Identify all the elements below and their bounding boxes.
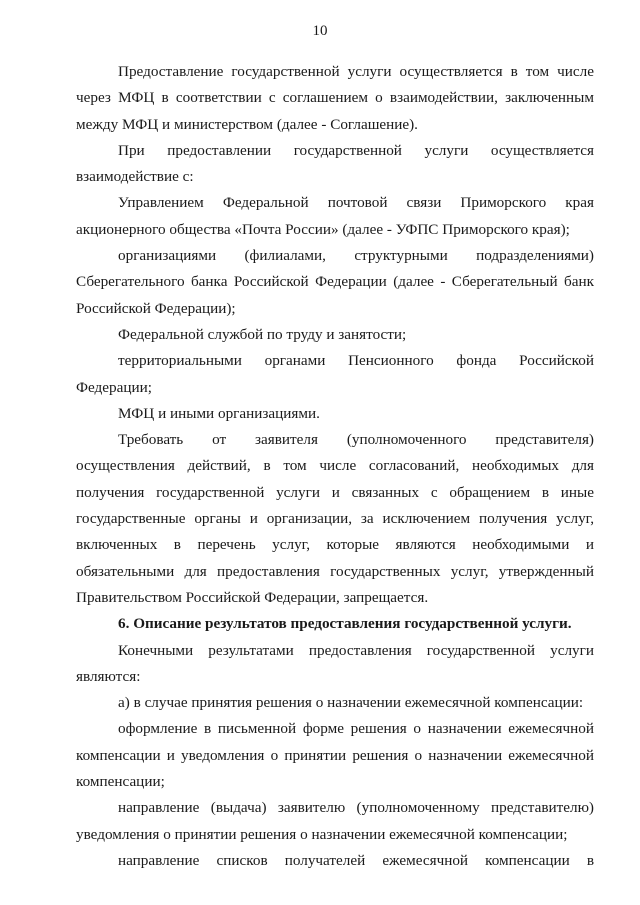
page-number: 10	[312, 23, 328, 39]
paragraph-interaction-intro: При предоставлении государственной услуги осуществляется взаимодействие с:	[76, 141, 594, 186]
paragraph-savings-bank: организациями (филиалами, структурными подразделениями) Сберегательного банка Российской Федерации (далее - Сберегательный банк Российской Федерации);	[76, 247, 594, 317]
paragraph-recipient-lists: направление списков получателей ежемесячной компенсации в	[118, 851, 594, 869]
section-heading-results: 6. Описание результатов предоставления государственной услуги.	[118, 615, 572, 633]
paragraph-case-a: а) в случае принятия решения о назначении ежемесячной компенсации:	[118, 694, 584, 712]
paragraph-final-results: Конечными результатами предоставления государственной услуги являются:	[76, 641, 594, 685]
paragraph-mfc-provision: Предоставление государственной услуги осуществляется в том числе через МФЦ в соответствии с соглашением о взаимодействии, заключенным между МФЦ и министерством (далее - Соглашение).	[76, 63, 594, 133]
paragraph-mfc-others: МФЦ и иными организациями.	[118, 404, 320, 422]
paragraph-pension-fund: территориальными органами Пенсионного фонда Российской Федерации;	[76, 352, 594, 396]
paragraph-notification: направление (выдача) заявителю (уполномоченному представителю) уведомления о принятии решения о назначении ежемесячной компенсации;	[76, 799, 594, 843]
paragraph-labor-service: Федеральной службой по труду и занятости;	[118, 325, 407, 343]
paragraph-prohibition: Требовать от заявителя (уполномоченного представителя) осуществления действий, в том числе согласований, необходимых для получения государственной услуги и связанных с обращением в иные государственные органы и организации, за исключением получения услуг, включенных в перечень услуг, которые являются необходимыми и обязательными для предоставления государственных услуг, утвержденный Правительством Российской Федерации, запрещается.	[76, 431, 594, 606]
paragraph-written-decision: оформление в письменной форме решения о назначении ежемесячной компенсации и уведомления о принятии решения о назначении ежемесячной компенсации;	[76, 720, 594, 791]
paragraph-post-office: Управлением Федеральной почтовой связи Приморского края акционерного общества «Почта России» (далее - УФПС Приморского края);	[76, 194, 594, 238]
document-body	[76, 59, 594, 874]
